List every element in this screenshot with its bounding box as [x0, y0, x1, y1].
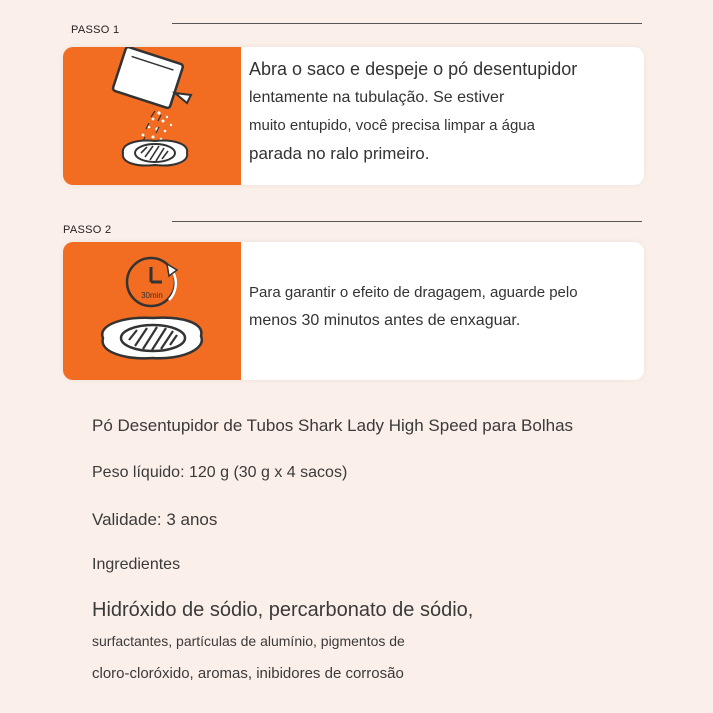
clock-and-drain-icon — [63, 242, 241, 380]
step-1-line-4: parada no ralo primeiro. — [249, 144, 430, 163]
step-2-divider — [172, 221, 642, 222]
product-validity: Validade: 3 anos — [92, 510, 218, 529]
step-1-line-1: Abra o saco e despeje o pó desentupidor — [249, 59, 578, 79]
clock-minutes-label: 30min — [141, 291, 163, 300]
step-2-illustration-panel — [63, 242, 241, 380]
step-1-line-2: lentamente na tubulação. Se estiver — [249, 89, 505, 106]
step-2-line-1: Para garantir o efeito de dragagem, aguarde pelo — [249, 284, 578, 301]
ingredients-line-1: Hidróxido de sódio, percarbonato de sódio, — [92, 599, 474, 621]
product-weight: Peso líquido: 120 g (30 g x 4 sacos) — [92, 464, 348, 481]
step-1-illustration-panel — [63, 47, 241, 185]
ingredients-heading: Ingredientes — [92, 556, 181, 573]
step-2-text — [249, 284, 634, 330]
ingredients-line-2: surfactantes, partículas de alumínio, pigmentos de — [92, 633, 405, 649]
step-1-line-3: muito entupido, você precisa limpar a água — [249, 117, 535, 134]
step-1-divider — [172, 23, 642, 24]
step-1-text — [249, 59, 634, 164]
ingredients-line-3: cloro-cloróxido, aromas, inibidores de corrosão — [92, 665, 404, 682]
step-1-label: PASSO 1 — [71, 24, 120, 36]
product-name: Pó Desentupidor de Tubos Shark Lady High Speed para Bolhas — [92, 416, 574, 435]
step-1-card — [63, 47, 644, 185]
step-2-card — [63, 242, 644, 380]
step-2-label: PASSO 2 — [63, 224, 112, 236]
step-2-line-2: menos 30 minutos antes de enxaguar. — [249, 312, 521, 329]
powder-pouring-into-drain-icon — [63, 47, 241, 185]
